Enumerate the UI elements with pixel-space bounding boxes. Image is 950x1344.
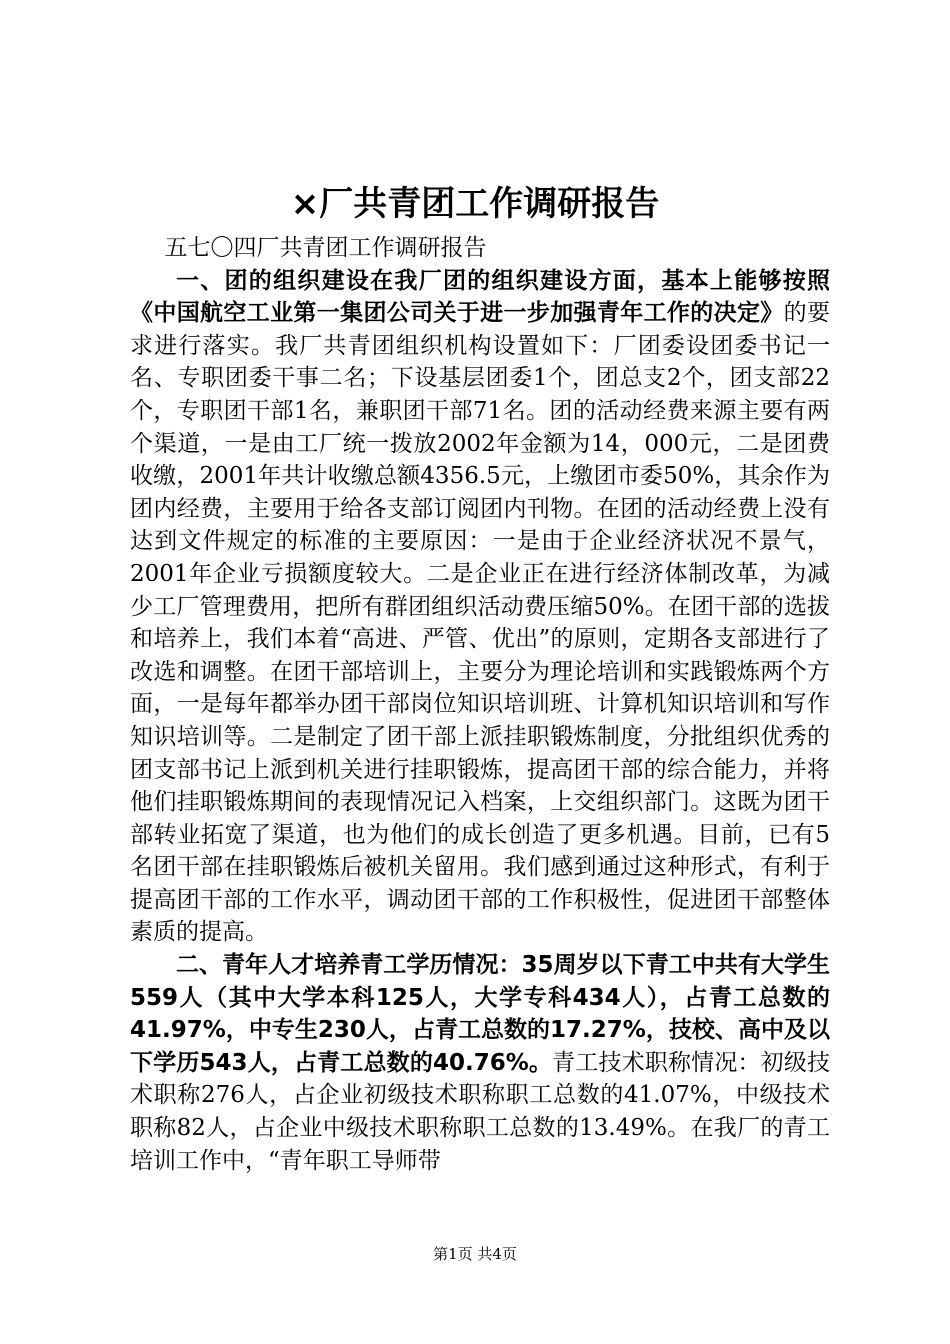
paragraph-organization-heading: 一、团的组织建设在我厂团的组织建设方面，基本上能够按照《中国航空工业第一集团公司关于进一步加强青年工作的决定》: [130, 267, 830, 327]
paragraph-talent-heading: 二、青年人才培养青工学历情况：35周岁以下青工中共有大学生559人（其中大学本科125人，大学专科434人），占青工总数的41.97%，中专生230人，占青工总数的17.27%，技校、高中及以下学历543人，占青工总数的40.76%。: [130, 952, 830, 1076]
document-body: [130, 232, 830, 1177]
paragraph-organization-text: 的要求进行落实。我厂共青团组织机构设置如下：厂团委设团委书记一名、专职团委干事二名；下设基层团委1个，团总支2个，团支部22个，专职团干部1名，兼职团干部71名。团的活动经费来源主要有两个渠道，一是由工厂统一拨放2002年金额为14，000元，二是团费收缴，2001年共计收缴总额4356.5元，上缴团市委50%，其余作为团内经费，主要用于给各支部订阅团内刊物。在团的活动经费上没有达到文件规定的标准的主要原因：一是由于企业经济状况不景气，2001年企业亏损额度较大。二是企业正在进行经济体制改革，为减少工厂管理费用，把所有群团组织活动费压缩50%。在团干部的选拔和培养上，我们本着“高进、严管、优出”的原则，定期各支部进行了改选和调整。在团干部培训上，主要分为理论培训和实践锻炼两个方面，一是每年都举办团干部岗位知识培训班、计算机知识培训和写作知识培训等。二是制定了团干部上派挂职锻炼制度，分批组织优秀的团支部书记上派到机关进行挂职锻炼，提高团干部的综合能力，并将他们挂职锻炼期间的表现情况记入档案，上交组织部门。这既为团干部转业拓宽了渠道，也为他们的成长创造了更多机遇。目前，已有5名团干部在挂职锻炼后被机关留用。我们感到通过这种形式，有利于提高团干部的工作水平，调动团干部的工作积极性，促进团干部整体素质的提高。: [130, 300, 831, 946]
paragraph-organization: [130, 265, 830, 949]
paragraph-talent: [130, 949, 830, 1177]
paragraph-talent-text: 青工技术职称情况：初级技术职称276人，占企业初级技术职称职工总数的41.07%，中级技术职称82人，占企业中级技术职称职工总数的13.49%。在我厂的青工培训工作中，“青年职工导师带: [130, 1049, 830, 1174]
page-number-footer: 第1页 共4页: [433, 1245, 517, 1263]
document-title: ×厂共青团工作调研报告: [290, 184, 660, 224]
document-subtitle: 五七〇四厂共青团工作调研报告: [164, 235, 487, 261]
